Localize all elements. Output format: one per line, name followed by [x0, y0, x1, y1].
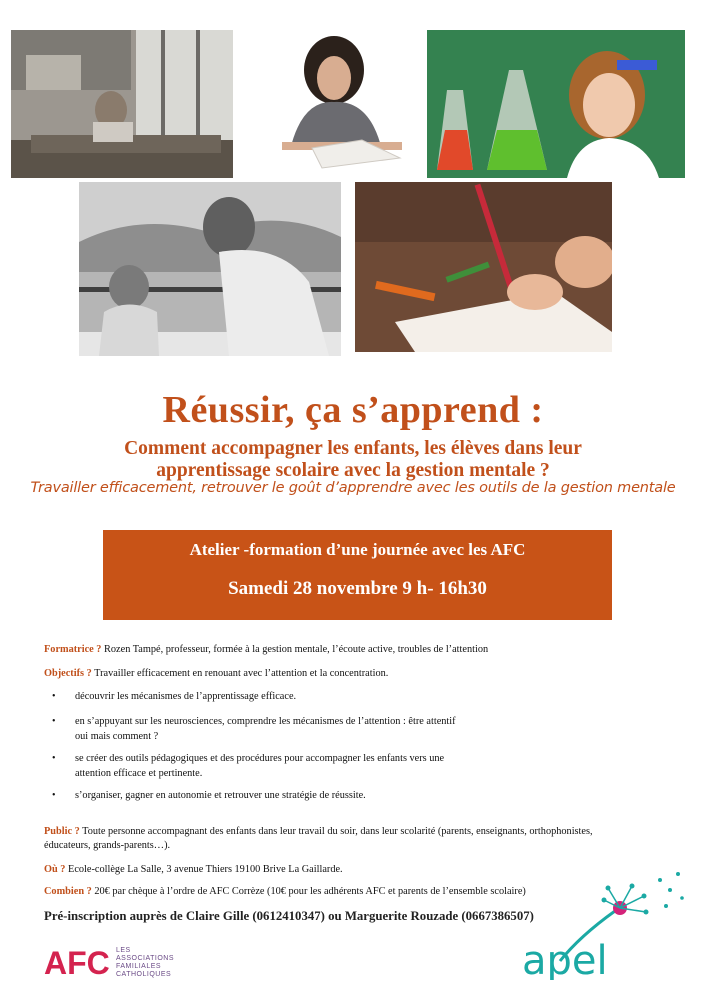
apel-logo	[520, 866, 690, 980]
public-label: Public ?	[44, 826, 80, 837]
subtitle-line-2: apprentissage scolaire avec la gestion mentale ?	[156, 460, 550, 481]
photo-teen-reading	[262, 30, 414, 178]
photo-father-helping-daughter	[79, 182, 341, 356]
tagline: Travailler efficacement, retrouver le goût d’apprendre avec les outils de la gestion mentale	[30, 480, 676, 496]
location-text: Ecole-collège La Salle, 3 avenue Thiers 19100 Brive La Gaillarde.	[65, 864, 343, 875]
bullet-icon: •	[52, 790, 56, 801]
bullet-icon: •	[52, 753, 56, 764]
public-text: Toute personne accompagnant des enfants dans leur travail du soir, dans leur scolarité (parents, enseignants, orthophonistes,	[79, 826, 593, 837]
price-line	[44, 885, 526, 899]
price-text: 20€ par chèque à l’ordre de AFC Corrèze (10€ pour les adhérents AFC et parents de l’ensemble scolaire)	[91, 886, 526, 897]
objectifs-text: Travailler efficacement en renouant avec l’attention et la concentration.	[91, 668, 389, 679]
list-item: s’organiser, gagner en autonomie et retrouver une stratégie de réussite.	[75, 790, 366, 801]
banner-event-type: Atelier -formation d’une journée avec les AFC	[189, 540, 526, 559]
price-label: Combien ?	[44, 886, 92, 897]
formatrice-label: Formatrice ?	[44, 644, 102, 655]
formatrice-line	[44, 643, 488, 657]
preinscription-contact: Pré-inscription auprès de Claire Gille (0612410347) ou Marguerite Rouzade (0667386507)	[44, 909, 534, 923]
svg-text:CATHOLIQUES: CATHOLIQUES	[116, 971, 172, 978]
svg-text:ASSOCIATIONS: ASSOCIATIONS	[116, 955, 174, 962]
photo-child-drawing	[355, 182, 612, 352]
public-text-cont: éducateurs, grands-parents…).	[44, 840, 171, 851]
list-item: se créer des outils pédagogiques et des procédures pour accompagner les enfants vers une attention efficace et pertinente.	[75, 753, 445, 779]
afc-logo	[44, 944, 184, 980]
location-line	[44, 863, 343, 877]
page-title: Réussir, ça s’apprend :	[162, 389, 544, 431]
photo-girl-in-classroom	[11, 30, 233, 178]
subtitle	[0, 438, 706, 482]
svg-text:FAMILIALES: FAMILIALES	[116, 963, 162, 970]
photo-girl-science-experiment	[427, 30, 685, 178]
svg-text:LES: LES	[116, 947, 131, 954]
list-item: découvrir les mécanismes de l’apprentissage efficace.	[75, 691, 297, 702]
afc-logo-mark: AFC	[44, 945, 110, 980]
apel-logo-text: apel	[522, 938, 608, 980]
event-banner	[103, 530, 612, 620]
objectifs-line	[44, 667, 388, 681]
location-label: Où ?	[44, 864, 66, 875]
bullet-icon: •	[52, 716, 56, 727]
objectifs-label: Objectifs ?	[44, 668, 92, 679]
public-section	[44, 825, 684, 853]
banner-event-date: Samedi 28 novembre 9 h- 16h30	[228, 578, 487, 599]
bullet-icon: •	[52, 691, 56, 702]
formatrice-text: Rozen Tampé, professeur, formée à la gestion mentale, l’écoute active, troubles de l’attention	[101, 644, 489, 655]
subtitle-line-1: Comment accompagner les enfants, les élèves dans leur	[124, 438, 582, 459]
list-item: en s’appuyant sur les neurosciences, comprendre les mécanismes de l’attention : être attentif oui mais comment ?	[75, 716, 456, 742]
